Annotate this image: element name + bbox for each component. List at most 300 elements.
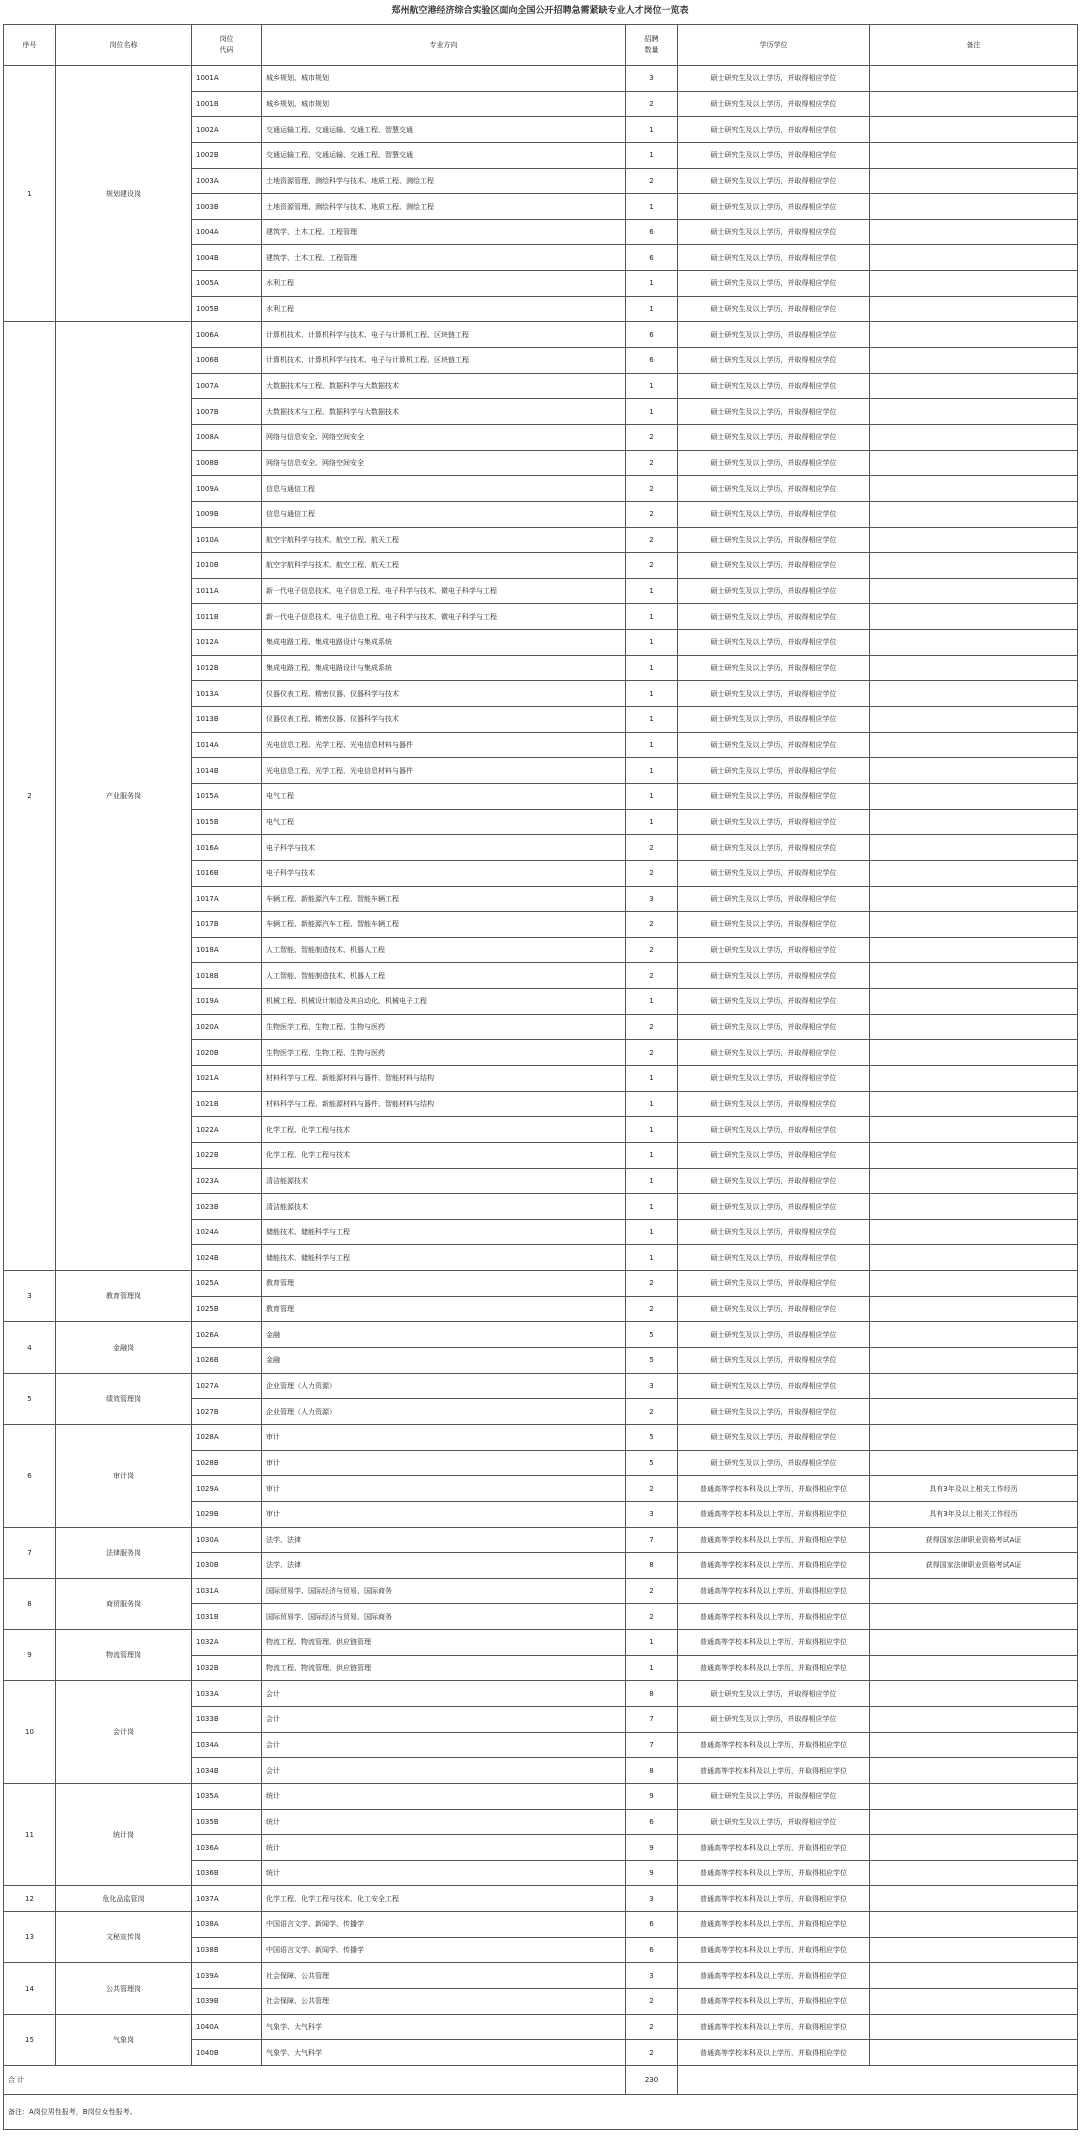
post-code: 1014B: [192, 758, 262, 784]
hire-count: 2: [626, 1040, 678, 1066]
hire-count: 1: [626, 296, 678, 322]
hire-count: 9: [626, 1835, 678, 1861]
hire-count: 6: [626, 219, 678, 245]
hire-count: 1: [626, 1630, 678, 1656]
hire-count: 2: [626, 450, 678, 476]
hire-count: 1: [626, 271, 678, 297]
post-name: 气象岗: [56, 2014, 192, 2065]
major-field: 社会保障、公共管理: [262, 1989, 626, 2015]
major-field: 社会保障、公共管理: [262, 1963, 626, 1989]
hire-count: 2: [626, 912, 678, 938]
remark: [870, 1732, 1078, 1758]
hire-count: 3: [626, 1963, 678, 1989]
major-field: 光电信息工程、光学工程、光电信息材料与器件: [262, 758, 626, 784]
post-code: 1011B: [192, 604, 262, 630]
post-code: 1035A: [192, 1783, 262, 1809]
post-code: 1031B: [192, 1604, 262, 1630]
hire-count: 6: [626, 1937, 678, 1963]
post-code: 1039B: [192, 1989, 262, 2015]
education-requirement: 硕士研究生及以上学历，并取得相应学位: [678, 1809, 870, 1835]
remark: [870, 1399, 1078, 1425]
major-field: 新一代电子信息技术、电子信息工程、电子科学与技术、微电子科学与工程: [262, 604, 626, 630]
post-code: 1002A: [192, 117, 262, 143]
hire-count: 2: [626, 501, 678, 527]
hire-count: 1: [626, 809, 678, 835]
post-code: 1004A: [192, 219, 262, 245]
post-name: 审计岗: [56, 1424, 192, 1527]
major-field: 计算机技术、计算机科学与技术、电子与计算机工程、区块链工程: [262, 322, 626, 348]
major-field: 人工智能、智能制造技术、机器人工程: [262, 963, 626, 989]
major-field: 审计: [262, 1476, 626, 1502]
hire-count: 1: [626, 1194, 678, 1220]
post-code: 1005B: [192, 296, 262, 322]
education-requirement: 硕士研究生及以上学历，并取得相应学位: [678, 245, 870, 271]
major-field: 仪器仪表工程、精密仪器、仪器科学与技术: [262, 681, 626, 707]
post-name: 公共管理岗: [56, 1963, 192, 2014]
hire-count: 2: [626, 1578, 678, 1604]
post-code: 1010A: [192, 527, 262, 553]
post-code: 1023A: [192, 1168, 262, 1194]
major-field: 中国语言文学、新闻学、传播学: [262, 1912, 626, 1938]
hire-count: 8: [626, 1758, 678, 1784]
education-requirement: 普通高等学校本科及以上学历，并取得相应学位: [678, 2014, 870, 2040]
major-field: 仪器仪表工程、精密仪器、仪器科学与技术: [262, 707, 626, 733]
remark: [870, 1809, 1078, 1835]
table-row: [4, 1373, 1078, 1399]
hire-count: 2: [626, 1271, 678, 1297]
post-name: 会计岗: [56, 1681, 192, 1784]
major-field: 集成电路工程、集成电路设计与集成系统: [262, 630, 626, 656]
major-field: 水利工程: [262, 271, 626, 297]
post-name: 物流管理岗: [56, 1630, 192, 1681]
education-requirement: 硕士研究生及以上学历，并取得相应学位: [678, 1681, 870, 1707]
major-field: 水利工程: [262, 296, 626, 322]
hire-count: 1: [626, 1065, 678, 1091]
post-code: 1038B: [192, 1937, 262, 1963]
group-number: 14: [4, 1963, 56, 2014]
major-field: 统计: [262, 1809, 626, 1835]
remark: [870, 1963, 1078, 1989]
post-code: 1010B: [192, 553, 262, 579]
major-field: 材料科学与工程、新能源材料与器件、智能材料与结构: [262, 1091, 626, 1117]
post-code: 1028B: [192, 1450, 262, 1476]
post-code: 1003B: [192, 194, 262, 220]
remark: [870, 1348, 1078, 1374]
remark: [870, 1989, 1078, 2015]
post-name: 规划建设岗: [56, 66, 192, 322]
post-code: 1015B: [192, 809, 262, 835]
remark: [870, 707, 1078, 733]
major-field: 国际贸易学、国际经济与贸易、国际商务: [262, 1604, 626, 1630]
hire-count: 2: [626, 1399, 678, 1425]
post-code: 1031A: [192, 1578, 262, 1604]
hire-count: 6: [626, 1912, 678, 1938]
group-number: 4: [4, 1322, 56, 1373]
major-field: 城乡规划、城市规划: [262, 66, 626, 92]
education-requirement: 硕士研究生及以上学历，并取得相应学位: [678, 886, 870, 912]
remark: [870, 783, 1078, 809]
hire-count: 2: [626, 2014, 678, 2040]
remark: [870, 989, 1078, 1015]
major-field: 统计: [262, 1860, 626, 1886]
group-number: 3: [4, 1271, 56, 1322]
remark: [870, 1245, 1078, 1271]
page-title: 郑州航空港经济综合实验区面向全国公开招聘急需紧缺专业人才岗位一览表: [391, 6, 689, 16]
major-field: 国际贸易学、国际经济与贸易、国际商务: [262, 1578, 626, 1604]
group-number: 6: [4, 1424, 56, 1527]
post-code: 1033A: [192, 1681, 262, 1707]
total-empty: [678, 2065, 1078, 2094]
major-field: 会计: [262, 1732, 626, 1758]
hire-count: 1: [626, 1142, 678, 1168]
remark: [870, 1424, 1078, 1450]
post-code: 1003A: [192, 168, 262, 194]
major-field: 会计: [262, 1681, 626, 1707]
post-code: 1019A: [192, 989, 262, 1015]
post-code: 1026B: [192, 1348, 262, 1374]
post-code: 1018A: [192, 937, 262, 963]
post-code: 1001A: [192, 66, 262, 92]
education-requirement: 硕士研究生及以上学历，并取得相应学位: [678, 1091, 870, 1117]
remark: [870, 758, 1078, 784]
education-requirement: 硕士研究生及以上学历，并取得相应学位: [678, 809, 870, 835]
major-field: 审计: [262, 1424, 626, 1450]
hire-count: 5: [626, 1322, 678, 1348]
hire-count: 2: [626, 553, 678, 579]
major-field: 新一代电子信息技术、电子信息工程、电子科学与技术、微电子科学与工程: [262, 578, 626, 604]
education-requirement: 硕士研究生及以上学历，并取得相应学位: [678, 912, 870, 938]
major-field: 企业管理（人力资源）: [262, 1399, 626, 1425]
remark: [870, 809, 1078, 835]
remark: [870, 424, 1078, 450]
table-row: [4, 1783, 1078, 1809]
hire-count: 5: [626, 1424, 678, 1450]
education-requirement: 普通高等学校本科及以上学历，并取得相应学位: [678, 1476, 870, 1502]
remark: [870, 963, 1078, 989]
header-count: 招聘 数量: [626, 25, 678, 66]
post-code: 1011A: [192, 578, 262, 604]
remark: [870, 1194, 1078, 1220]
education-requirement: 硕士研究生及以上学历，并取得相应学位: [678, 527, 870, 553]
remark: [870, 322, 1078, 348]
post-code: 1013A: [192, 681, 262, 707]
major-field: 土地资源管理、测绘科学与技术、地质工程、测绘工程: [262, 168, 626, 194]
table-row: [4, 1424, 1078, 1450]
total-label: 合 计: [4, 2065, 626, 2094]
post-code: 1020B: [192, 1040, 262, 1066]
hire-count: 2: [626, 937, 678, 963]
major-field: 大数据技术与工程、数据科学与大数据技术: [262, 373, 626, 399]
hire-count: 6: [626, 245, 678, 271]
hire-count: 9: [626, 1783, 678, 1809]
post-code: 1024A: [192, 1219, 262, 1245]
post-code: 1008A: [192, 424, 262, 450]
hire-count: 1: [626, 1117, 678, 1143]
education-requirement: 硕士研究生及以上学历，并取得相应学位: [678, 168, 870, 194]
education-requirement: 普通高等学校本科及以上学历，并取得相应学位: [678, 1860, 870, 1886]
post-code: 1038A: [192, 1912, 262, 1938]
hire-count: 2: [626, 835, 678, 861]
remark: [870, 604, 1078, 630]
group-number: 15: [4, 2014, 56, 2065]
post-code: 1040A: [192, 2014, 262, 2040]
hire-count: 1: [626, 758, 678, 784]
table-row: [4, 66, 1078, 92]
remark: [870, 1373, 1078, 1399]
major-field: 信息与通信工程: [262, 476, 626, 502]
table-row: [4, 322, 1078, 348]
education-requirement: 硕士研究生及以上学历，并取得相应学位: [678, 937, 870, 963]
major-field: 气象学、大气科学: [262, 2014, 626, 2040]
remark: [870, 1886, 1078, 1912]
hire-count: 1: [626, 1168, 678, 1194]
remark: [870, 296, 1078, 322]
education-requirement: 普通高等学校本科及以上学历，并取得相应学位: [678, 1501, 870, 1527]
post-code: 1018B: [192, 963, 262, 989]
major-field: 物流工程、物流管理、供应链管理: [262, 1630, 626, 1656]
post-code: 1027B: [192, 1399, 262, 1425]
major-field: 电气工程: [262, 809, 626, 835]
education-requirement: 硕士研究生及以上学历，并取得相应学位: [678, 117, 870, 143]
major-field: 电子科学与技术: [262, 860, 626, 886]
remark: [870, 271, 1078, 297]
post-code: 1022B: [192, 1142, 262, 1168]
education-requirement: 普通高等学校本科及以上学历，并取得相应学位: [678, 1835, 870, 1861]
group-number: 9: [4, 1630, 56, 1681]
post-code: 1014A: [192, 732, 262, 758]
major-field: 金融: [262, 1322, 626, 1348]
remark: [870, 245, 1078, 271]
hire-count: 2: [626, 1604, 678, 1630]
education-requirement: 硕士研究生及以上学历，并取得相应学位: [678, 296, 870, 322]
header-major: 专业方向: [262, 25, 626, 66]
major-field: 金融: [262, 1348, 626, 1374]
major-field: 化学工程、化学工程与技术: [262, 1117, 626, 1143]
education-requirement: 硕士研究生及以上学历，并取得相应学位: [678, 501, 870, 527]
education-requirement: 硕士研究生及以上学历，并取得相应学位: [678, 1142, 870, 1168]
table-row: [4, 1886, 1078, 1912]
post-name: 商贸服务岗: [56, 1578, 192, 1629]
education-requirement: 硕士研究生及以上学历，并取得相应学位: [678, 758, 870, 784]
remark: [870, 1014, 1078, 1040]
education-requirement: 硕士研究生及以上学历，并取得相应学位: [678, 681, 870, 707]
education-requirement: 硕士研究生及以上学历，并取得相应学位: [678, 732, 870, 758]
remark: [870, 1117, 1078, 1143]
major-field: 统计: [262, 1835, 626, 1861]
remark: 具有3年及以上相关工作经历: [870, 1501, 1078, 1527]
hire-count: 1: [626, 117, 678, 143]
remark: [870, 373, 1078, 399]
education-requirement: 硕士研究生及以上学历，并取得相应学位: [678, 1399, 870, 1425]
remark: [870, 886, 1078, 912]
major-field: 会计: [262, 1758, 626, 1784]
education-requirement: 硕士研究生及以上学历，并取得相应学位: [678, 271, 870, 297]
education-requirement: 硕士研究生及以上学历，并取得相应学位: [678, 399, 870, 425]
post-name: 绩效管理岗: [56, 1373, 192, 1424]
major-field: 会计: [262, 1707, 626, 1733]
post-code: 1016A: [192, 835, 262, 861]
education-requirement: 普通高等学校本科及以上学历，并取得相应学位: [678, 1527, 870, 1553]
major-field: 中国语言文学、新闻学、传播学: [262, 1937, 626, 1963]
post-code: 1039A: [192, 1963, 262, 1989]
post-code: 1020A: [192, 1014, 262, 1040]
remark: [870, 66, 1078, 92]
post-code: 1037A: [192, 1886, 262, 1912]
remark: [870, 450, 1078, 476]
remark: [870, 1322, 1078, 1348]
table-row: [4, 1322, 1078, 1348]
remark: [870, 860, 1078, 886]
remark: [870, 348, 1078, 374]
education-requirement: 普通高等学校本科及以上学历，并取得相应学位: [678, 1578, 870, 1604]
table-header-row: [4, 25, 1078, 66]
hire-count: 1: [626, 142, 678, 168]
hire-count: 2: [626, 860, 678, 886]
document-page: [3, 0, 1077, 2130]
remark: [870, 91, 1078, 117]
major-field: 统计: [262, 1783, 626, 1809]
post-code: 1012B: [192, 655, 262, 681]
remark: [870, 655, 1078, 681]
hire-count: 8: [626, 1553, 678, 1579]
education-requirement: 硕士研究生及以上学历，并取得相应学位: [678, 989, 870, 1015]
education-requirement: 硕士研究生及以上学历，并取得相应学位: [678, 1194, 870, 1220]
major-field: 法学、法律: [262, 1553, 626, 1579]
header-post-code: 岗位 代码: [192, 25, 262, 66]
post-code: 1017B: [192, 912, 262, 938]
header-no: 序号: [4, 25, 56, 66]
major-field: 法学、法律: [262, 1527, 626, 1553]
group-number: 7: [4, 1527, 56, 1578]
major-field: 车辆工程、新能源汽车工程、智能车辆工程: [262, 912, 626, 938]
remark: [870, 1630, 1078, 1656]
hire-count: 1: [626, 1219, 678, 1245]
education-requirement: 硕士研究生及以上学历，并取得相应学位: [678, 1424, 870, 1450]
education-requirement: 硕士研究生及以上学历，并取得相应学位: [678, 348, 870, 374]
post-code: 1034B: [192, 1758, 262, 1784]
hire-count: 1: [626, 989, 678, 1015]
hire-count: 6: [626, 322, 678, 348]
post-code: 1036A: [192, 1835, 262, 1861]
post-code: 1006B: [192, 348, 262, 374]
post-code: 1030A: [192, 1527, 262, 1553]
remark: [870, 168, 1078, 194]
major-field: 交通运输工程、交通运输、交通工程、智慧交通: [262, 117, 626, 143]
education-requirement: 硕士研究生及以上学历，并取得相应学位: [678, 91, 870, 117]
post-name: 金融岗: [56, 1322, 192, 1373]
post-name: 教育管理岗: [56, 1271, 192, 1322]
remark: [870, 1091, 1078, 1117]
hire-count: 1: [626, 732, 678, 758]
education-requirement: 普通高等学校本科及以上学历，并取得相应学位: [678, 1655, 870, 1681]
hire-count: 8: [626, 1681, 678, 1707]
remark: [870, 1219, 1078, 1245]
major-field: 机械工程、机械设计制造及其自动化、机械电子工程: [262, 989, 626, 1015]
job-table: [3, 24, 1078, 2130]
major-field: 交通运输工程、交通运输、交通工程、智慧交通: [262, 142, 626, 168]
education-requirement: 硕士研究生及以上学历，并取得相应学位: [678, 1373, 870, 1399]
remark: [870, 630, 1078, 656]
hire-count: 2: [626, 2040, 678, 2066]
group-number: 5: [4, 1373, 56, 1424]
post-code: 1035B: [192, 1809, 262, 1835]
major-field: 航空宇航科学与技术、航空工程、航天工程: [262, 553, 626, 579]
remark: [870, 1707, 1078, 1733]
post-code: 1023B: [192, 1194, 262, 1220]
education-requirement: 普通高等学校本科及以上学历，并取得相应学位: [678, 1989, 870, 2015]
post-code: 1009B: [192, 501, 262, 527]
major-field: 土地资源管理、测绘科学与技术、地质工程、测绘工程: [262, 194, 626, 220]
education-requirement: 硕士研究生及以上学历，并取得相应学位: [678, 1245, 870, 1271]
education-requirement: 硕士研究生及以上学历，并取得相应学位: [678, 578, 870, 604]
table-body: [4, 66, 1078, 2066]
remark: [870, 1271, 1078, 1297]
hire-count: 3: [626, 1373, 678, 1399]
hire-count: 1: [626, 681, 678, 707]
remark: [870, 578, 1078, 604]
education-requirement: 普通高等学校本科及以上学历，并取得相应学位: [678, 1963, 870, 1989]
remark: [870, 2014, 1078, 2040]
major-field: 教育管理: [262, 1296, 626, 1322]
major-field: 生物医学工程、生物工程、生物与医药: [262, 1014, 626, 1040]
hire-count: 1: [626, 707, 678, 733]
major-field: 网络与信息安全、网络空间安全: [262, 424, 626, 450]
education-requirement: 普通高等学校本科及以上学历，并取得相应学位: [678, 1758, 870, 1784]
post-code: 1029B: [192, 1501, 262, 1527]
post-code: 1032A: [192, 1630, 262, 1656]
post-name: 法律服务岗: [56, 1527, 192, 1578]
post-code: 1002B: [192, 142, 262, 168]
education-requirement: 硕士研究生及以上学历，并取得相应学位: [678, 1065, 870, 1091]
post-code: 1008B: [192, 450, 262, 476]
remark: [870, 1450, 1078, 1476]
post-code: 1040B: [192, 2040, 262, 2066]
education-requirement: 硕士研究生及以上学历，并取得相应学位: [678, 1117, 870, 1143]
remark: [870, 1655, 1078, 1681]
hire-count: 3: [626, 66, 678, 92]
post-code: 1009A: [192, 476, 262, 502]
major-field: 生物医学工程、生物工程、生物与医药: [262, 1040, 626, 1066]
major-field: 计算机技术、计算机科学与技术、电子与计算机工程、区块链工程: [262, 348, 626, 374]
post-code: 1022A: [192, 1117, 262, 1143]
remark: [870, 553, 1078, 579]
major-field: 大数据技术与工程、数据科学与大数据技术: [262, 399, 626, 425]
footnote: 备注：A岗位男性报考，B岗位女性报考。: [4, 2094, 1078, 2129]
education-requirement: 硕士研究生及以上学历，并取得相应学位: [678, 1296, 870, 1322]
hire-count: 2: [626, 476, 678, 502]
remark: [870, 117, 1078, 143]
hire-count: 2: [626, 963, 678, 989]
hire-count: 6: [626, 348, 678, 374]
education-requirement: 硕士研究生及以上学历，并取得相应学位: [678, 1707, 870, 1733]
remark: [870, 2040, 1078, 2066]
hire-count: 1: [626, 1655, 678, 1681]
post-code: 1006A: [192, 322, 262, 348]
hire-count: 7: [626, 1527, 678, 1553]
education-requirement: 硕士研究生及以上学历，并取得相应学位: [678, 373, 870, 399]
post-code: 1026A: [192, 1322, 262, 1348]
table-row: [4, 1578, 1078, 1604]
education-requirement: 硕士研究生及以上学历，并取得相应学位: [678, 194, 870, 220]
education-requirement: 硕士研究生及以上学历，并取得相应学位: [678, 783, 870, 809]
hire-count: 3: [626, 886, 678, 912]
remark: [870, 681, 1078, 707]
major-field: 电气工程: [262, 783, 626, 809]
education-requirement: 硕士研究生及以上学历，并取得相应学位: [678, 450, 870, 476]
major-field: 城乡规划、城市规划: [262, 91, 626, 117]
remark: [870, 501, 1078, 527]
remark: [870, 142, 1078, 168]
